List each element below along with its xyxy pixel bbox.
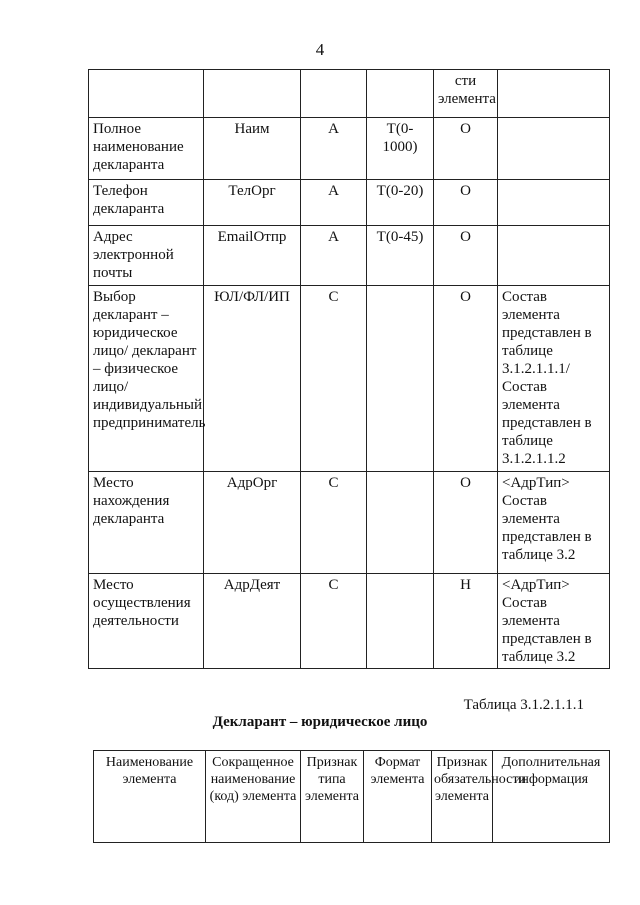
table-cell-info bbox=[498, 118, 610, 180]
table-cell-format: Т(0-45) bbox=[367, 226, 434, 286]
table-cell-name bbox=[89, 70, 204, 118]
legal-entity-table bbox=[93, 750, 610, 843]
table-row bbox=[89, 70, 610, 118]
header-cell: Формат элемента bbox=[364, 751, 432, 843]
header-cell: Признак обязательности элемента bbox=[432, 751, 493, 843]
table-cell-type bbox=[301, 70, 367, 118]
table-cell-type: С bbox=[301, 472, 367, 574]
table-cell-info: <АдрТип> Состав элемента представлен в таблице 3.2 bbox=[498, 472, 610, 574]
table-cell-name: Полное наименование декларанта bbox=[89, 118, 204, 180]
table-cell-name: Место нахождения декларанта bbox=[89, 472, 204, 574]
table-cell-required: О bbox=[434, 472, 498, 574]
table-cell-short: ТелОрг bbox=[204, 180, 301, 226]
table-cell-name: Место осуществления деятельности bbox=[89, 574, 204, 669]
table-cell-format: Т(0-1000) bbox=[367, 118, 434, 180]
table-cell-required: Н bbox=[434, 574, 498, 669]
table-title: Декларант – юридическое лицо bbox=[212, 714, 428, 730]
table-cell-format bbox=[367, 70, 434, 118]
header-cell: Наименование элемента bbox=[94, 751, 206, 843]
table-cell-format bbox=[367, 472, 434, 574]
table-cell-short: EmailОтпр bbox=[204, 226, 301, 286]
table-row bbox=[89, 472, 610, 574]
table-cell-type: С bbox=[301, 286, 367, 472]
table-caption: Таблица 3.1.2.1.1.1 bbox=[463, 697, 584, 713]
page-number: 4 bbox=[315, 40, 325, 59]
table-cell-type: А bbox=[301, 118, 367, 180]
header-row bbox=[94, 751, 610, 843]
table-cell-name: Телефон декларанта bbox=[89, 180, 204, 226]
table-cell-format bbox=[367, 574, 434, 669]
table-row bbox=[89, 180, 610, 226]
table-row bbox=[89, 286, 610, 472]
table-row bbox=[89, 118, 610, 180]
table-cell-info bbox=[498, 226, 610, 286]
table-cell-info: Состав элемента представлен в таблице 3.1.2.1.1.1/Состав элемента представлен в таблице 3.1.2.1.1.2 bbox=[498, 286, 610, 472]
table-cell-short bbox=[204, 70, 301, 118]
table-cell-info bbox=[498, 70, 610, 118]
table-cell-info bbox=[498, 180, 610, 226]
table-cell-short: АдрОрг bbox=[204, 472, 301, 574]
header-cell: Признак типа элемента bbox=[301, 751, 364, 843]
header-cell: Сокращенное наименование (код) элемента bbox=[206, 751, 301, 843]
table-cell-short: АдрДеят bbox=[204, 574, 301, 669]
table-cell-required: О bbox=[434, 180, 498, 226]
table-cell-name: Выбор декларант – юридическое лицо/ декларант – физическое лицо/индивидуальный предприниматель bbox=[89, 286, 204, 472]
table-cell-format bbox=[367, 286, 434, 472]
table-cell-short: Наим bbox=[204, 118, 301, 180]
table-cell-type: А bbox=[301, 180, 367, 226]
table-cell-required: О bbox=[434, 118, 498, 180]
table-cell-name: Адрес электронной почты bbox=[89, 226, 204, 286]
table-cell-required: О bbox=[434, 226, 498, 286]
table-cell-required: сти элемента bbox=[434, 70, 498, 118]
table-cell-type: А bbox=[301, 226, 367, 286]
header-cell: Дополнительная информация bbox=[493, 751, 610, 843]
table-row bbox=[89, 226, 610, 286]
table-cell-short: ЮЛ/ФЛ/ИП bbox=[204, 286, 301, 472]
table-cell-type: С bbox=[301, 574, 367, 669]
table-cell-format: Т(0-20) bbox=[367, 180, 434, 226]
table-cell-info: <АдрТип> Состав элемента представлен в таблице 3.2 bbox=[498, 574, 610, 669]
table-row bbox=[89, 574, 610, 669]
element-table bbox=[88, 69, 610, 669]
table-cell-required: О bbox=[434, 286, 498, 472]
